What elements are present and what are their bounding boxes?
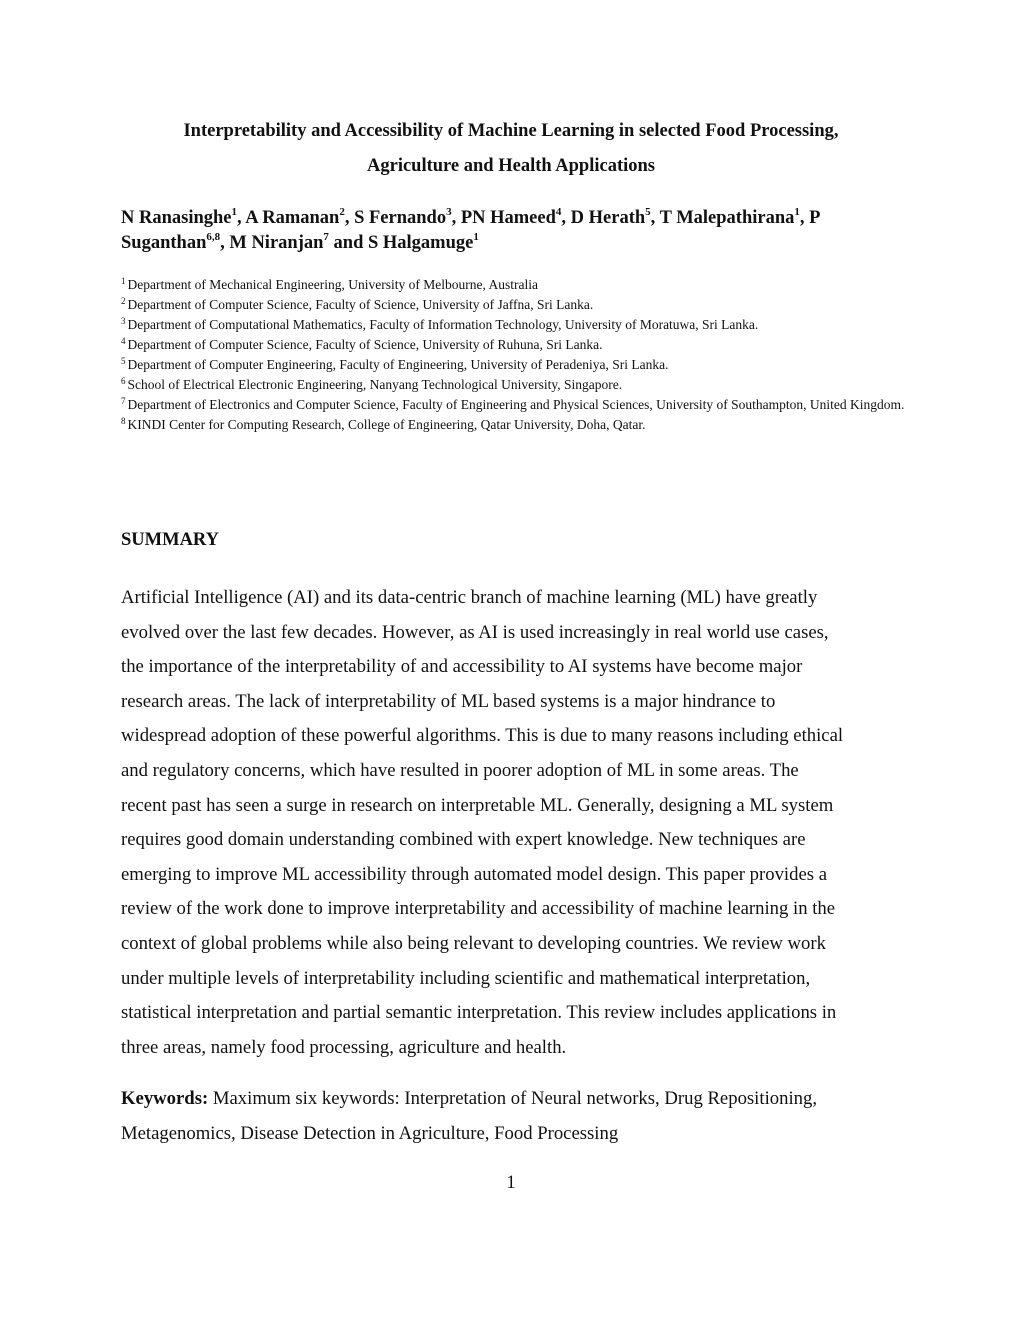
author: PN Hameed (460, 208, 556, 228)
affiliation: $^6$ School of Electrical Electronic Engineering, Nanyang Technological University, Singapore. (121, 375, 623, 392)
author-list: N Ranasinghe$^1$, A Ramanan$^2$, S Fernando$^3$, PN Hameed$^4$, D Herath$^5$, T Malepathirana$^1$, P Suganthan$^{6,8}$, M Niranjan$^7$ and S Halgamuge$^1$ (121, 205, 820, 253)
keywords-text: Maximum six keywords: Interpretation of Neural networks, Drug Repositioning, (212, 1088, 817, 1109)
author: S Halgamuge (367, 233, 474, 253)
author: P Suganthan (121, 208, 820, 253)
summary-line: the importance of the interpretability of and accessibility to AI systems have become major (121, 656, 803, 678)
summary-line: and regulatory concerns, which have resulted in poorer adoption of ML in some areas. The (121, 759, 799, 781)
summary-line: statistical interpretation and partial semantic interpretation. This review includes applications in (121, 1002, 837, 1024)
page-number: 1 (506, 1173, 516, 1193)
summary-line: evolved over the last few decades. However, as AI is used increasingly in real world use cases, (121, 621, 829, 643)
summary-line: recent past has seen a surge in research on interpretable ML. Generally, designing a ML system (121, 794, 834, 816)
keywords-label: Keywords: (121, 1088, 209, 1109)
paper-title-line-1: Interpretability and Accessibility of Machine Learning in selected Food Processing, (183, 121, 839, 141)
author-affiliation-mark: 7 (323, 230, 329, 243)
affiliation: $^5$ Department of Computer Engineering, Faculty of Engineering, University of Peradeniya, Sri Lanka. (121, 355, 669, 372)
author-affiliation-mark: 1 (473, 230, 479, 243)
author: N Ranasinghe (121, 208, 232, 228)
summary-line: Artificial Intelligence (AI) and its data-centric branch of machine learning (ML) have greatly (121, 587, 818, 608)
author-affiliation-mark: 5 (645, 205, 651, 218)
summary-line: under multiple levels of interpretability including scientific and mathematical interpretation, (121, 967, 811, 989)
affiliation: $^1$ Department of Mechanical Engineering, University of Melbourne, Australia (121, 275, 538, 292)
summary-line: widespread adoption of these powerful algorithms. This is due to many reasons including ethical (121, 725, 844, 747)
author-affiliation-mark: 3 (446, 205, 452, 218)
author: A Ramanan (245, 208, 340, 228)
summary-line: review of the work done to improve interpretability and accessibility of machine learning in the (121, 898, 836, 920)
author: T Malepathirana (659, 208, 795, 228)
author-affiliation-mark: 2 (339, 205, 345, 218)
paper-title-line-2: Agriculture and Health Applications (367, 156, 655, 176)
author-affiliation-mark: 6,8 (206, 230, 221, 243)
summary-line: emerging to improve ML accessibility through automated model design. This paper provides a (121, 863, 827, 885)
affiliation: $^8$ KINDI Center for Computing Research, College of Engineering, Qatar University, Doha, Qatar. (121, 415, 646, 432)
summary-paragraph (121, 581, 901, 1065)
summary-line: context of global problems while also being relevant to developing countries. We review work (121, 932, 826, 954)
summary-line: research areas. The lack of interpretability of ML based systems is a major hindrance to (121, 690, 776, 712)
affiliation: $^3$ Department of Computational Mathematics, Faculty of Information Technology, University of Moratuwa, Sri Lanka. (121, 315, 759, 332)
author-affiliation-mark: 1 (231, 205, 238, 218)
affiliation: $^4$ Department of Computer Science, Faculty of Science, University of Ruhuna, Sri Lanka. (121, 335, 603, 352)
author-affiliation-mark: 4 (555, 205, 562, 218)
author: D Herath (570, 208, 646, 228)
affiliation: $^7$ Department of Electronics and Computer Science, Faculty of Engineering and Physical Sciences, University of Southampton, United Kingdom. (121, 395, 905, 412)
affiliation-list (121, 275, 911, 435)
affiliation: $^2$ Department of Computer Science, Faculty of Science, University of Jaffna, Sri Lanka. (121, 295, 594, 312)
author: M Niranjan (229, 233, 324, 253)
summary-line: requires good domain understanding combined with expert knowledge. New techniques are (121, 829, 806, 851)
summary-heading: SUMMARY (121, 530, 220, 550)
author: S Fernando (354, 208, 447, 228)
author-affiliation-mark: 1 (794, 205, 800, 218)
summary-line: three areas, namely food processing, agriculture and health. (121, 1036, 567, 1058)
keywords-paragraph (121, 1082, 901, 1151)
keywords-text: Metagenomics, Disease Detection in Agriculture, Food Processing (121, 1122, 619, 1144)
